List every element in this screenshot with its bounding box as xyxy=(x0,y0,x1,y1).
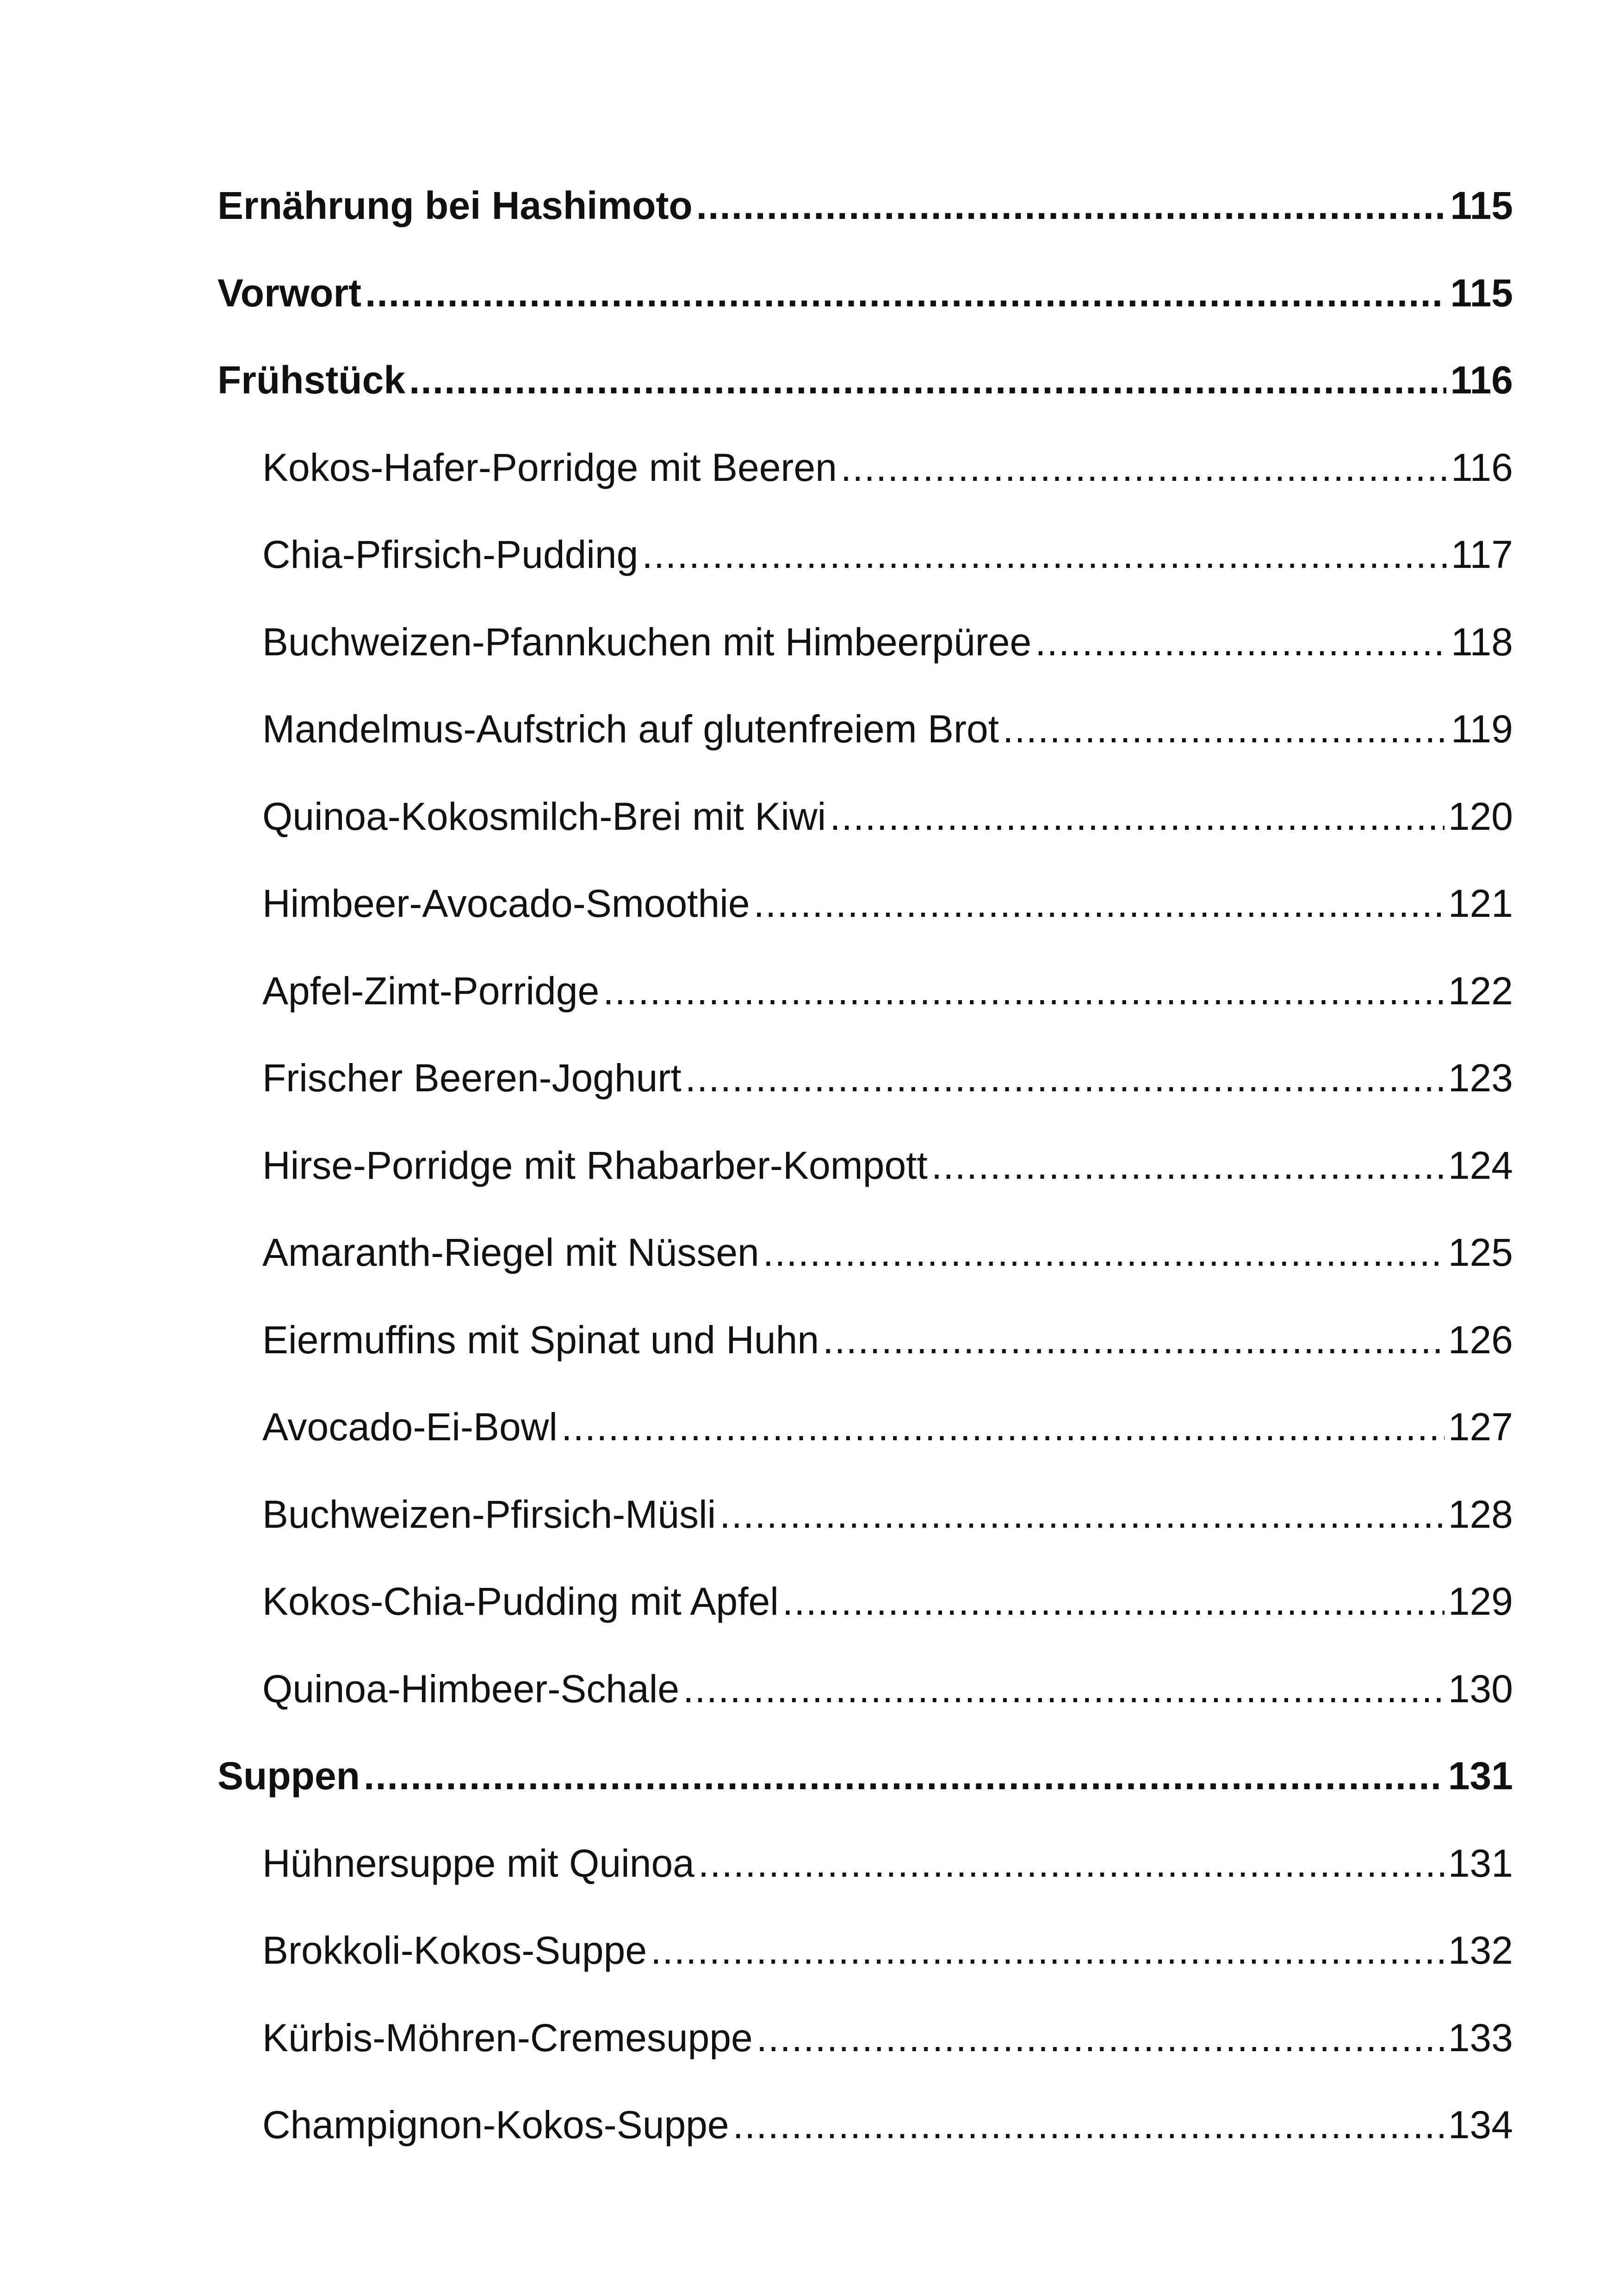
toc-entry-title: Frühstück xyxy=(217,358,406,402)
dot-leader xyxy=(830,773,1444,860)
toc-entry-title: Hühnersuppe mit Quinoa xyxy=(262,1841,694,1885)
dot-leader xyxy=(1035,598,1447,686)
toc-entry-page-number: 116 xyxy=(1451,445,1513,489)
toc-subentry xyxy=(217,1645,1513,1733)
toc-subentry xyxy=(217,1209,1513,1296)
dot-leader xyxy=(733,2081,1444,2169)
toc-entry-title: Quinoa-Kokosmilch-Brei mit Kiwi xyxy=(262,794,826,838)
toc-subentry xyxy=(217,1907,1513,1994)
toc-entry-title: Himbeer-Avocado-Smoothie xyxy=(262,882,750,925)
table-of-contents xyxy=(217,162,1513,2169)
toc-subentry xyxy=(217,947,1513,1035)
toc-entry-title: Frischer Beeren-Joghurt xyxy=(262,1056,682,1100)
toc-entry-page-number: 118 xyxy=(1451,620,1513,664)
dot-leader xyxy=(364,1732,1444,1820)
toc-subentry xyxy=(217,511,1513,598)
toc-entry-page-number: 127 xyxy=(1448,1405,1513,1449)
dot-leader xyxy=(685,1034,1444,1122)
toc-entry-title: Mandelmus-Aufstrich auf glutenfreiem Brot xyxy=(262,707,999,751)
toc-entry-page-number: 124 xyxy=(1448,1143,1513,1187)
toc-entry-title: Chia-Pfirsich-Pudding xyxy=(262,533,639,576)
toc-subentry xyxy=(217,1471,1513,1558)
dot-leader xyxy=(683,1645,1444,1733)
dot-leader xyxy=(931,1122,1444,1209)
toc-section-entry xyxy=(217,336,1513,424)
toc-subentry xyxy=(217,1558,1513,1645)
toc-subentry xyxy=(217,773,1513,860)
dot-leader xyxy=(754,860,1444,947)
toc-entry-title: Buchweizen-Pfannkuchen mit Himbeerpüree xyxy=(262,620,1032,664)
toc-entry-page-number: 131 xyxy=(1448,1841,1513,1885)
dot-leader xyxy=(1003,685,1447,773)
toc-entry-title: Avocado-Ei-Bowl xyxy=(262,1405,558,1449)
toc-entry-page-number: 129 xyxy=(1448,1580,1513,1623)
toc-entry-page-number: 120 xyxy=(1448,794,1513,838)
toc-entry-title: Kokos-Chia-Pudding mit Apfel xyxy=(262,1580,779,1623)
toc-entry-page-number: 126 xyxy=(1448,1318,1513,1362)
dot-leader xyxy=(841,424,1447,511)
toc-section-entry xyxy=(217,162,1513,249)
toc-entry-page-number: 122 xyxy=(1448,969,1513,1013)
toc-entry-title: Eiermuffins mit Spinat und Huhn xyxy=(262,1318,819,1362)
toc-entry-page-number: 115 xyxy=(1450,184,1513,227)
toc-entry-title: Buchweizen-Pfirsich-Müsli xyxy=(262,1492,716,1536)
toc-subentry xyxy=(217,1820,1513,1907)
dot-leader xyxy=(756,1994,1444,2082)
toc-entry-page-number: 131 xyxy=(1448,1754,1513,1798)
toc-entry-page-number: 128 xyxy=(1448,1492,1513,1536)
dot-leader xyxy=(409,336,1446,424)
toc-subentry xyxy=(217,598,1513,686)
toc-subentry xyxy=(217,1994,1513,2082)
dot-leader xyxy=(782,1558,1444,1645)
toc-entry-page-number: 130 xyxy=(1448,1667,1513,1711)
toc-entry-page-number: 125 xyxy=(1448,1231,1513,1274)
dot-leader xyxy=(365,249,1446,337)
dot-leader xyxy=(651,1907,1444,1994)
toc-entry-page-number: 115 xyxy=(1450,271,1513,315)
toc-entry-page-number: 134 xyxy=(1448,2103,1513,2147)
dot-leader xyxy=(719,1471,1444,1558)
toc-entry-title: Suppen xyxy=(217,1754,360,1798)
dot-leader xyxy=(698,1820,1444,1907)
dot-leader xyxy=(823,1296,1444,1384)
toc-entry-title: Amaranth-Riegel mit Nüssen xyxy=(262,1231,759,1274)
toc-entry-page-number: 133 xyxy=(1448,2016,1513,2060)
toc-entry-title: Ernährung bei Hashimoto xyxy=(217,184,693,227)
toc-entry-title: Quinoa-Himbeer-Schale xyxy=(262,1667,680,1711)
toc-entry-title: Apfel-Zimt-Porridge xyxy=(262,969,600,1013)
toc-subentry xyxy=(217,2081,1513,2169)
toc-entry-title: Brokkoli-Kokos-Suppe xyxy=(262,1929,647,1972)
toc-subentry xyxy=(217,1296,1513,1384)
toc-subentry xyxy=(217,1034,1513,1122)
toc-section-entry xyxy=(217,249,1513,337)
toc-subentry xyxy=(217,1122,1513,1209)
toc-subentry xyxy=(217,424,1513,511)
toc-subentry xyxy=(217,1383,1513,1471)
toc-entry-page-number: 132 xyxy=(1448,1929,1513,1972)
toc-entry-title: Champignon-Kokos-Suppe xyxy=(262,2103,729,2147)
toc-entry-title: Hirse-Porridge mit Rhabarber-Kompott xyxy=(262,1143,928,1187)
toc-entry-page-number: 123 xyxy=(1448,1056,1513,1100)
dot-leader xyxy=(603,947,1444,1035)
toc-entry-page-number: 121 xyxy=(1448,882,1513,925)
toc-entry-title: Kokos-Hafer-Porridge mit Beeren xyxy=(262,445,837,489)
dot-leader xyxy=(561,1383,1444,1471)
toc-subentry xyxy=(217,860,1513,947)
toc-section-entry xyxy=(217,1732,1513,1820)
toc-entry-page-number: 116 xyxy=(1450,358,1513,402)
toc-entry-title: Kürbis-Möhren-Cremesuppe xyxy=(262,2016,753,2060)
dot-leader xyxy=(642,511,1447,598)
toc-subentry xyxy=(217,685,1513,773)
toc-entry-page-number: 119 xyxy=(1451,707,1513,751)
toc-entry-page-number: 117 xyxy=(1451,533,1513,576)
dot-leader xyxy=(763,1209,1444,1296)
toc-entry-title: Vorwort xyxy=(217,271,362,315)
dot-leader xyxy=(696,162,1447,249)
